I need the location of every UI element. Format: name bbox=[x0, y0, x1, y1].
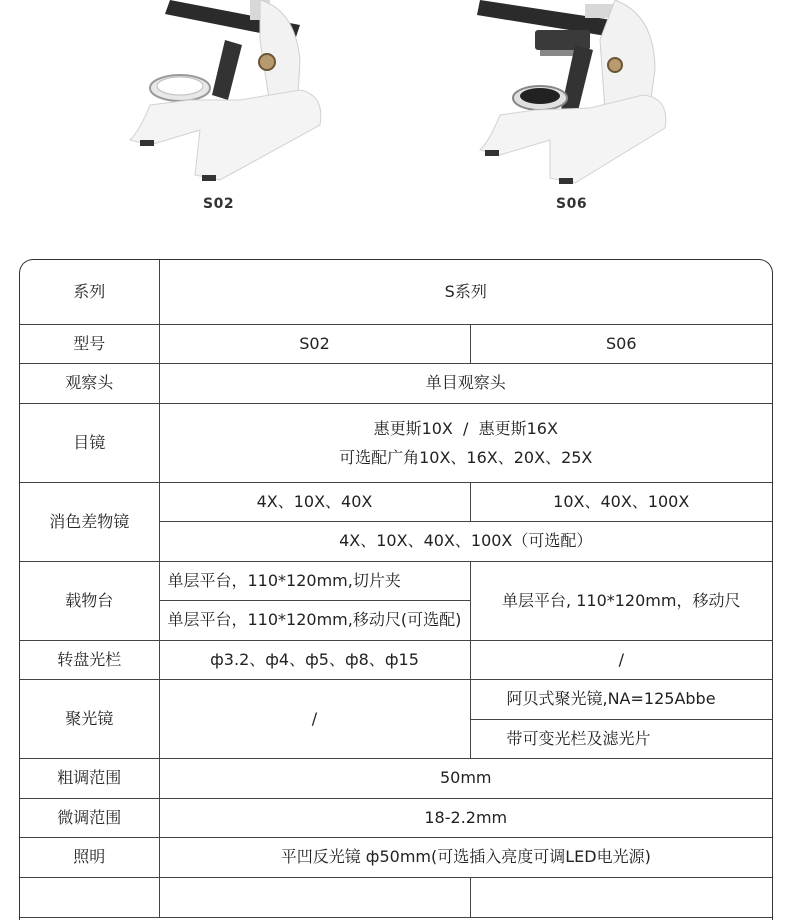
table-row-condenser bbox=[20, 679, 772, 719]
table-row-model bbox=[20, 324, 772, 363]
microscope-s02-image bbox=[110, 0, 330, 225]
cell-s06: S06 bbox=[470, 324, 772, 363]
table-row-lighting bbox=[20, 837, 772, 877]
eyepiece-line-1: 惠更斯10X / 惠更斯16X bbox=[373, 418, 558, 438]
cell-s06: / bbox=[470, 640, 772, 679]
cell-s02: 4X、10X、40X bbox=[159, 482, 470, 521]
row-header: 粗调范围 bbox=[20, 758, 159, 798]
table-row-diaphragm bbox=[20, 640, 772, 679]
table-row-fine bbox=[20, 798, 772, 837]
cell-s02: / bbox=[159, 679, 470, 758]
row-header: 系列 bbox=[20, 260, 159, 324]
table-row-objective bbox=[20, 482, 772, 521]
row-header: 目镜 bbox=[20, 403, 159, 482]
row-header: 聚光镜 bbox=[20, 679, 159, 758]
eyepiece-line-2: 可选配广角10X、16X、20X、25X bbox=[339, 447, 593, 467]
cell-s06: 带可变光栏及滤光片 bbox=[470, 719, 772, 758]
product-photos bbox=[0, 0, 790, 230]
cell-value: 4X、10X、40X、100X（可选配） bbox=[159, 521, 772, 561]
cell-s06: 10X、40X、100X bbox=[470, 482, 772, 521]
spec-table-container bbox=[19, 259, 773, 920]
cell-value: S系列 bbox=[159, 260, 772, 324]
row-header: 微调范围 bbox=[20, 798, 159, 837]
table-row-series bbox=[20, 260, 772, 324]
row-header: 照明 bbox=[20, 837, 159, 877]
table-row-head bbox=[20, 363, 772, 403]
row-header: 观察头 bbox=[20, 363, 159, 403]
photo-label-s02: S02 bbox=[203, 196, 235, 212]
cell-value: 平凹反光镜 ф50mm(可选插入亮度可调LED电光源) bbox=[159, 837, 772, 877]
row-header: 消色差物镜 bbox=[20, 482, 159, 561]
table-row-eyepiece bbox=[20, 403, 772, 482]
cell-s06: 单层平台, 110*120mm，移动尺 bbox=[470, 561, 772, 640]
table-row-cutoff bbox=[20, 877, 772, 917]
cell-s02: 单层平台，110*120mm,移动尺(可选配) bbox=[159, 600, 470, 640]
row-header: 型号 bbox=[20, 324, 159, 363]
photo-label-s06: S06 bbox=[556, 196, 588, 212]
row-header: 转盘光栏 bbox=[20, 640, 159, 679]
cell-value: 18-2.2mm bbox=[159, 798, 772, 837]
cell-value: 50mm bbox=[159, 758, 772, 798]
table-row-coarse bbox=[20, 758, 772, 798]
cell-value bbox=[159, 403, 772, 482]
table-row-stage bbox=[20, 561, 772, 600]
cell-s02: S02 bbox=[159, 324, 470, 363]
cell-s06: 阿贝式聚光镜,NA=125Abbe bbox=[470, 679, 772, 719]
cell-s02: 单层平台，110*120mm,切片夹 bbox=[159, 561, 470, 600]
spec-table bbox=[20, 260, 772, 918]
row-header: 载物台 bbox=[20, 561, 159, 640]
cell-value: 单目观察头 bbox=[159, 363, 772, 403]
microscope-s06-image bbox=[465, 0, 690, 225]
cell-s02: ф3.2、ф4、ф5、ф8、ф15 bbox=[159, 640, 470, 679]
